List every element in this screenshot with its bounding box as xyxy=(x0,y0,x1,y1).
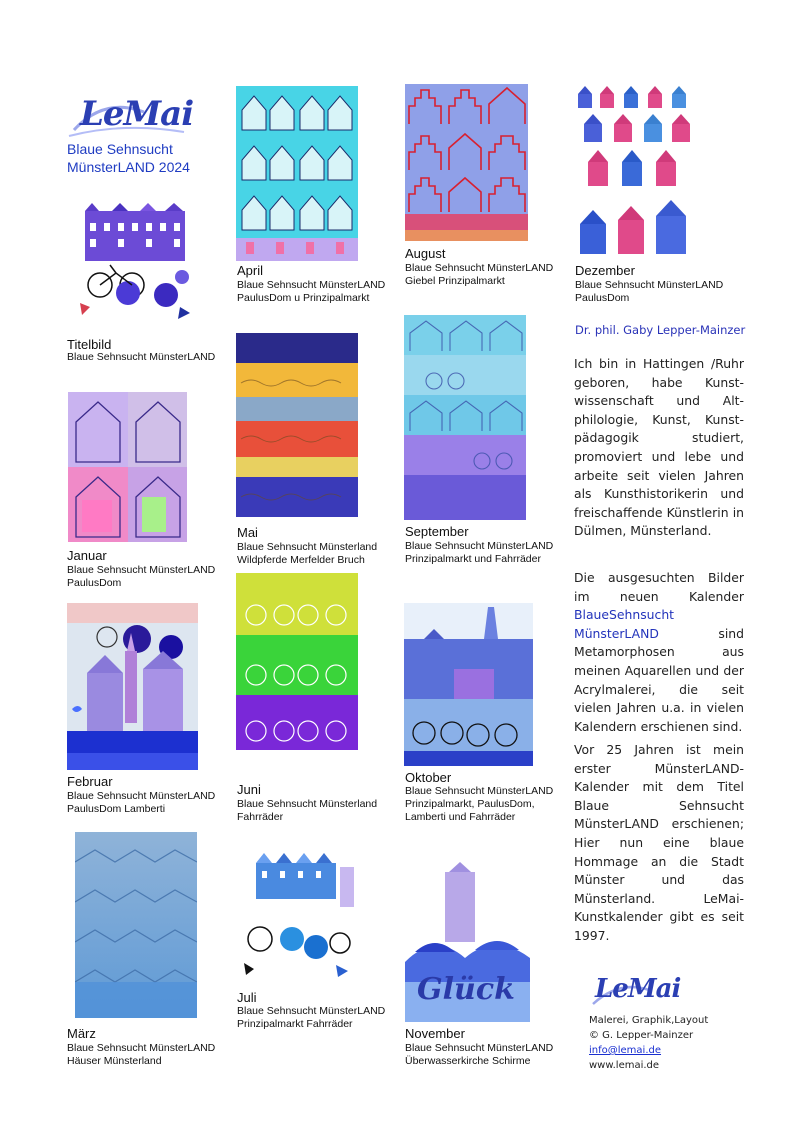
caption-line-september-1: Blaue Sehnsucht MünsterLAND xyxy=(405,540,554,552)
bio-paragraph-2-before: Die ausgesuchten Bilder im neuen Kalender xyxy=(574,570,744,604)
caption-line-januar-1: Blaue Sehnsucht MünsterLAND xyxy=(67,564,216,576)
caption-line-mai-1: Blaue Sehnsucht Münsterland xyxy=(237,541,378,553)
artwork-mai xyxy=(236,333,358,517)
artwork-februar xyxy=(67,603,198,770)
caption-line-november-1: Blaue Sehnsucht MünsterLAND xyxy=(405,1042,554,1054)
caption-title-januar: Januar xyxy=(67,548,107,563)
bio-paragraph-3: Vor 25 Jahren ist mein erster MünsterLAND-Kalender mit dem Titel Blaue Sehnsucht MünsterLAND erschienen; Hier nun eine blaue Hommage an die Stadt Münster und das Münsterland. LeMai-Kunstkalender gibt es seit 1997. xyxy=(574,742,744,943)
caption-title-juli: Juli xyxy=(237,990,257,1005)
caption-line-november-2: Überwasserkirche Schirme xyxy=(405,1055,531,1067)
subtitle-line2: MünsterLAND 2024 xyxy=(67,159,190,175)
header-logo xyxy=(64,92,214,142)
caption-title-maerz: März xyxy=(67,1026,96,1041)
caption-line-maerz-2: Häuser Münsterland xyxy=(67,1055,162,1067)
artwork-titelbild xyxy=(70,203,201,327)
caption-line-oktober-1: Blaue Sehnsucht MünsterLAND xyxy=(405,785,554,797)
caption-title-mai: Mai xyxy=(237,525,258,540)
caption-line-februar-2: PaulusDom Lamberti xyxy=(67,803,166,815)
artwork-april xyxy=(236,86,358,261)
caption-line-oktober-2: Prinzipalmarkt, PaulusDom, xyxy=(405,798,535,810)
artwork-august xyxy=(405,84,528,241)
bio-paragraph-1: Ich bin in Hattingen /Ruhr geboren, habe Kunst-wissenschaft und Alt-philologie, Kunst, Kunst-pädagogik studiert, promoviert und lebe und arbeite seit vielen Jahren als Kunsthistorikerin und freischaffende Künstlerin in Dülmen, Münsterland. xyxy=(574,356,744,539)
footer-logo xyxy=(589,974,679,1012)
bio-calendar-title: BlaueSehnsucht MünsterLAND xyxy=(574,607,675,641)
november-art-text: Glück xyxy=(417,972,515,1007)
caption-line-juli-2: Prinzipalmarkt Fahrräder xyxy=(237,1018,353,1030)
caption-title-november: November xyxy=(405,1026,465,1041)
artwork-maerz xyxy=(75,832,197,1018)
bio-paragraph-2-after: sind Metamorphosen aus meinen Aquarellen und der Acrylmalerei, die seit vielen Jahren u.a. in vielen Kalendern erschienen sind. xyxy=(574,625,744,734)
caption-title-august: August xyxy=(405,246,446,261)
caption-line-juli-1: Blaue Sehnsucht MünsterLAND xyxy=(237,1005,386,1017)
caption-title-september: September xyxy=(405,524,469,539)
artwork-oktober xyxy=(404,603,533,766)
artwork-januar xyxy=(68,392,187,542)
artwork-november xyxy=(405,862,530,1022)
caption-line-maerz-1: Blaue Sehnsucht MünsterLAND xyxy=(67,1042,216,1054)
footer-email-link[interactable]: info@lemai.de xyxy=(589,1045,662,1056)
caption-line-april-2: PaulusDom u Prinzipalmarkt xyxy=(237,292,370,304)
bio-paragraph-2 xyxy=(574,569,744,736)
caption-title-februar: Februar xyxy=(67,774,113,789)
caption-line-juni-2: Fahrräder xyxy=(237,811,284,823)
subtitle-line1: Blaue Sehnsucht xyxy=(67,141,173,157)
footer-website: www.lemai.de xyxy=(589,1060,660,1071)
caption-line-april-1: Blaue Sehnsucht MünsterLAND xyxy=(237,279,386,291)
caption-line-mai-2: Wildpferde Merfelder Bruch xyxy=(237,554,365,566)
artwork-september xyxy=(404,315,526,520)
logo-text: LeMai xyxy=(80,94,194,134)
caption-title-titelbild: Titelbild xyxy=(67,337,112,352)
caption-title-april: April xyxy=(237,263,264,278)
caption-line-titelbild-1: Blaue Sehnsucht MünsterLAND xyxy=(67,351,216,363)
caption-line-januar-2: PaulusDom xyxy=(67,577,122,589)
footer-logo-text: LeMai xyxy=(595,974,681,1004)
author-name: Dr. phil. Gaby Lepper-Mainzer xyxy=(575,323,746,337)
caption-line-juni-1: Blaue Sehnsucht Münsterland xyxy=(237,798,378,810)
caption-line-februar-1: Blaue Sehnsucht MünsterLAND xyxy=(67,790,216,802)
caption-line-dezember-1: Blaue Sehnsucht MünsterLAND xyxy=(575,279,724,291)
footer-line-1: Malerei, Graphik,Layout xyxy=(589,1015,709,1026)
caption-line-september-2: Prinzipalmarkt und Fahrräder xyxy=(405,553,541,565)
caption-line-dezember-2: PaulusDom xyxy=(575,292,630,304)
caption-title-oktober: Oktober xyxy=(405,770,452,785)
footer-line-2: © G. Lepper-Mainzer xyxy=(589,1030,694,1041)
caption-title-dezember: Dezember xyxy=(575,263,635,278)
artwork-juni xyxy=(236,573,358,750)
caption-title-juni: Juni xyxy=(237,782,261,797)
artwork-juli xyxy=(236,853,358,981)
caption-line-august-2: Giebel Prinzipalmarkt xyxy=(405,275,505,287)
caption-line-oktober-3: Lamberti und Fahrräder xyxy=(405,811,516,823)
artwork-dezember xyxy=(574,84,698,260)
caption-line-august-1: Blaue Sehnsucht MünsterLAND xyxy=(405,262,554,274)
